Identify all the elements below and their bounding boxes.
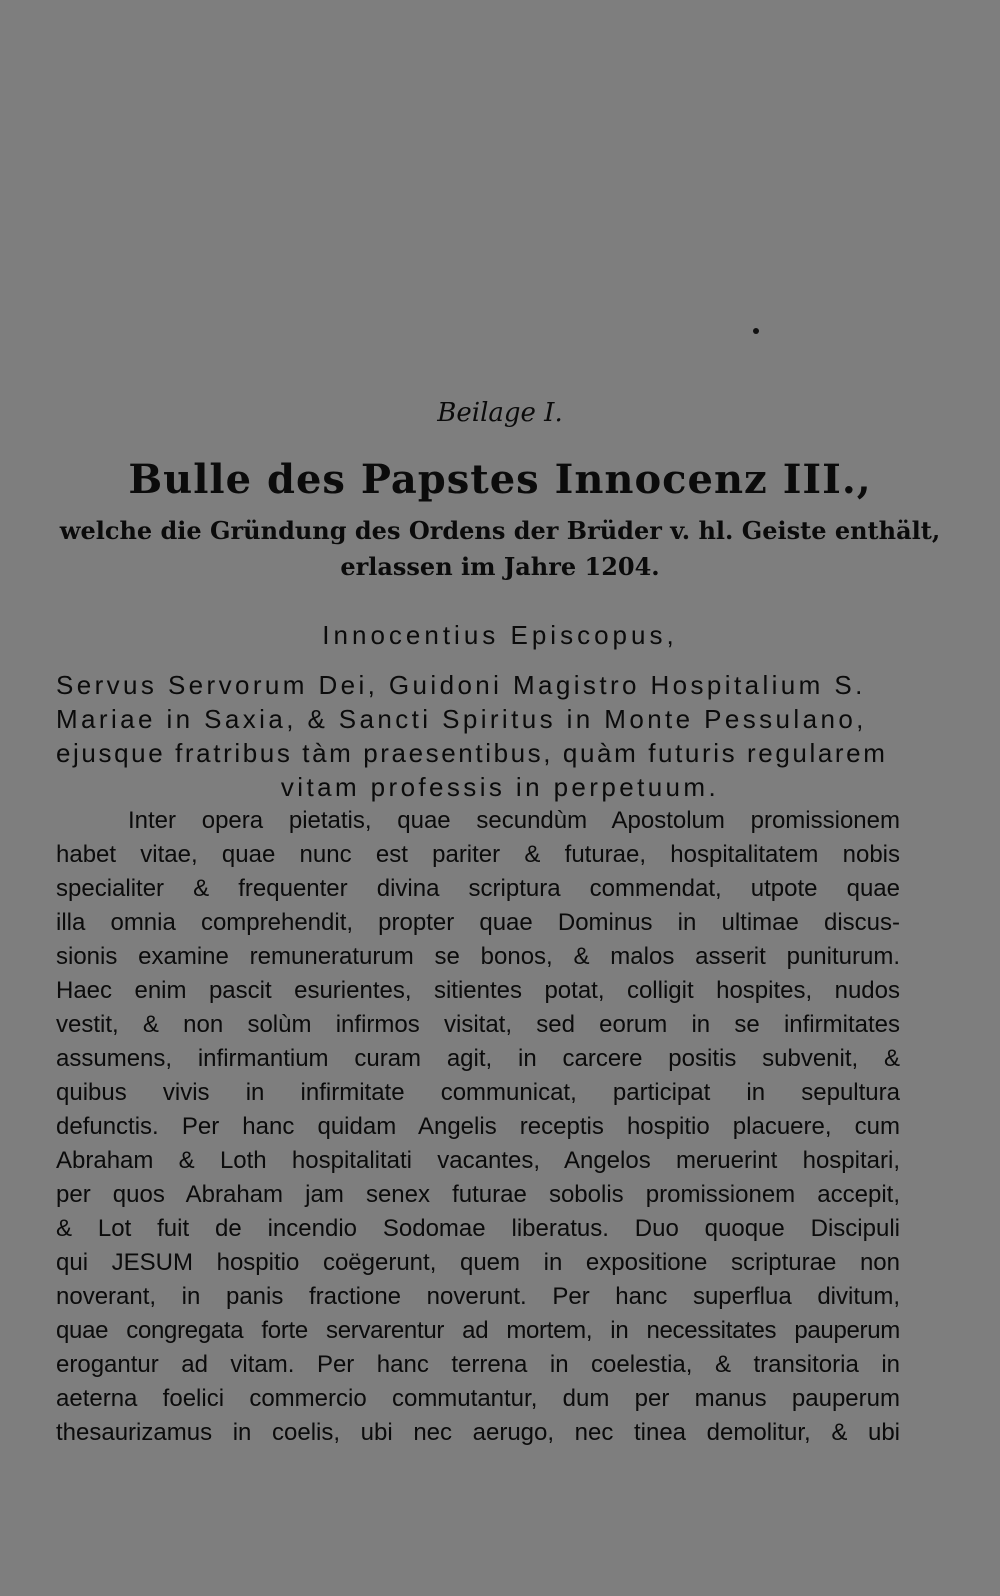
- address-line: ejusque fratribus tàm praesentibus, quàm futuris regularem: [56, 738, 888, 768]
- salutation-heading: Innocentius Episcopus,: [322, 620, 678, 650]
- body-line: per quos Abraham jam senex futurae sobolis promissionem accepit,: [56, 1181, 900, 1208]
- body-line: erogantur ad vitam. Per hanc terrena in coelestia, & transitoria in: [56, 1351, 900, 1378]
- body-line: Inter opera pietatis, quae secundùm Apostolum promissionem: [128, 807, 900, 834]
- body-line: Abraham & Loth hospitalitati vacantes, Angelos meruerint hospitari,: [56, 1147, 900, 1174]
- body-line: defunctis. Per hanc quidam Angelis receptis hospitio placuere, cum: [56, 1113, 900, 1140]
- body-line: noverant, in panis fractione noverunt. Per hanc superflua divitum,: [56, 1283, 900, 1310]
- document-title: Bulle des Papstes Innocenz III.,: [128, 456, 872, 503]
- body-line: specialiter & frequenter divina scriptura commendat, utpote quae: [56, 875, 900, 902]
- speck-mark: [753, 328, 759, 334]
- appendix-label: Beilage I.: [437, 398, 563, 428]
- body-line: assumens, infirmantium curam agit, in carcere positis subvenit, &: [56, 1045, 900, 1072]
- body-line: sionis examine remuneraturum se bonos, & malos asserit puniturum.: [56, 943, 900, 970]
- body-line: qui JESUM hospitio coëgerunt, quem in expositione scripturae non: [56, 1249, 900, 1276]
- address-line: Mariae in Saxia, & Sancti Spiritus in Monte Pessulano,: [56, 704, 867, 734]
- address-line: vitam professis in perpetuum.: [280, 772, 720, 802]
- body-line: thesaurizamus in coelis, ubi nec aerugo, nec tinea demolitur, & ubi: [56, 1419, 900, 1446]
- subtitle-line: welche die Gründung des Ordens der Brüder v. hl. Geiste enthält,: [59, 516, 941, 545]
- body-line: Haec enim pascit esurientes, sitientes potat, colligit hospites, nudos: [56, 977, 900, 1004]
- body-line: illa omnia comprehendit, propter quae Dominus in ultimae discus-: [56, 909, 900, 936]
- body-line: aeterna foelici commercio commutantur, dum per manus pauperum: [56, 1385, 900, 1412]
- body-line: & Lot fuit de incendio Sodomae liberatus. Duo quoque Discipuli: [56, 1215, 900, 1242]
- address-line: Servus Servorum Dei, Guidoni Magistro Hospitalium S.: [56, 670, 866, 700]
- body-line: quibus vivis in infirmitate communicat, participat in sepultura: [56, 1079, 900, 1106]
- body-line: vestit, & non solùm infirmos visitat, sed eorum in se infirmitates: [56, 1011, 900, 1038]
- body-line: quae congregata forte servarentur ad mortem, in necessitates pauperum: [56, 1317, 900, 1344]
- subtitle-line: erlassen im Jahre 1204.: [340, 552, 660, 581]
- body-line: habet vitae, quae nunc est pariter & futurae, hospitalitatem nobis: [56, 841, 900, 868]
